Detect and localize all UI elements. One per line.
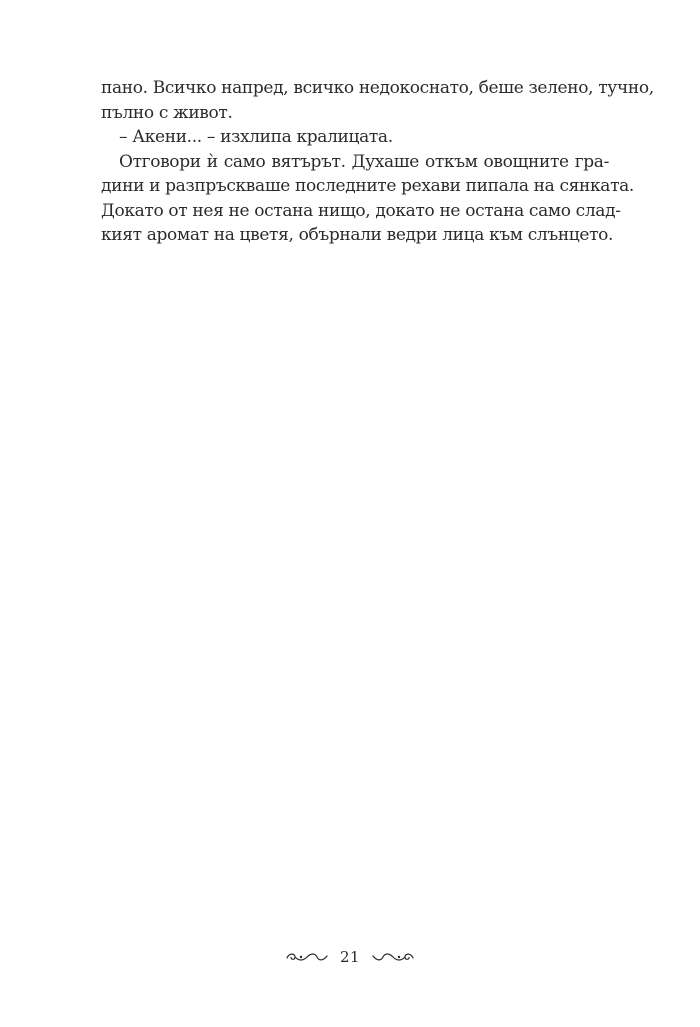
body-text bbox=[101, 76, 654, 248]
text-line: Отговори ѝ само вятърът. Духаше откъм овощните гра- bbox=[119, 151, 609, 172]
text-line: пано. Всичко напред, всичко недокоснато, беше зелено, тучно, bbox=[101, 78, 654, 98]
page-number: 21 bbox=[339, 948, 361, 966]
page-footer bbox=[0, 946, 700, 967]
text-line: пълно с живот. bbox=[101, 102, 233, 123]
text-line: дини и разпръскваше последните рехави пипала на сянката. bbox=[101, 176, 634, 196]
dialogue-line: – Акени... – изхлипа кралицата. bbox=[119, 127, 393, 147]
text-line: Докато от нея не остана нищо, докато не остана само слад- bbox=[101, 200, 621, 221]
right-ornament-icon bbox=[371, 950, 415, 964]
text-line: кият аромат на цветя, обърнали ведри лица към слънцето. bbox=[101, 225, 614, 245]
left-ornament-icon bbox=[285, 950, 329, 964]
